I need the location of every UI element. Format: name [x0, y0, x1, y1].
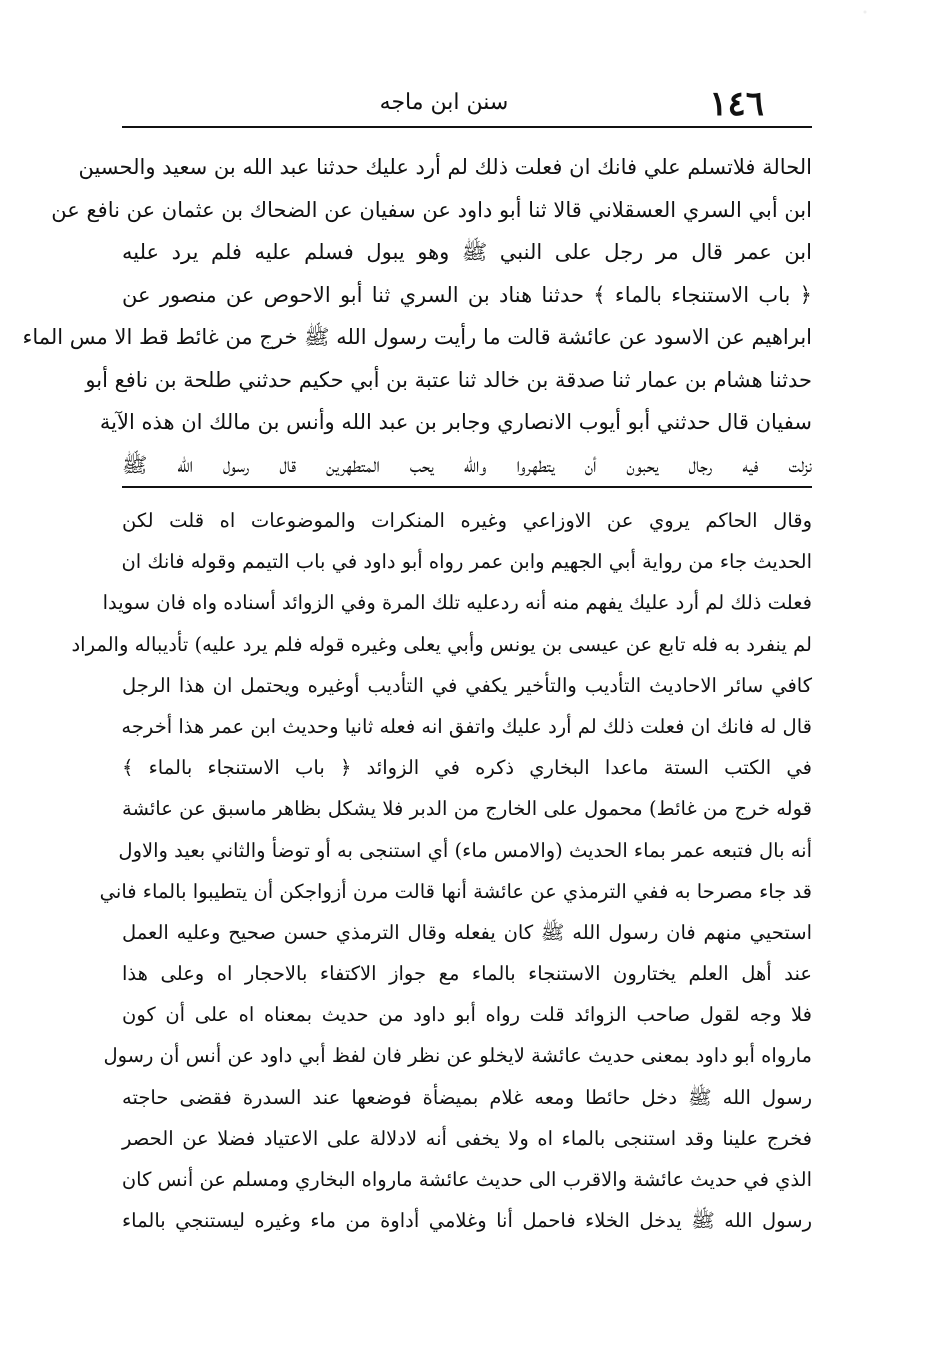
commentary-line: أنه بال فتبعه عمر بماء الحديث (والامس ماء) أي استنجى به أو توضأ والثاني بعيد والاول	[118, 838, 812, 862]
main-text	[22, 146, 812, 486]
commentary-line: الحديث جاء من رواية أبي الجهيم وابن عمر رواه أبو داود في باب التيمم وقوله فانك ان	[121, 550, 812, 574]
commentary-line: لم ينفرد به فله تابع عن عيسى بن يونس وأبي يعلى وغيره قوله فلم يرد عليه) تأديباله والمراد	[71, 632, 812, 656]
header-rule	[122, 126, 812, 128]
main-line: ابراهيم عن الاسود عن عائشة قالت ما رأيت رسول الله ﷺ خرج من غائط قط الا مس الماء	[22, 325, 812, 349]
commentary-line: رسول الله ﷺ دخل حائطا ومعه غلام بميضأة فوضعها عند السدرة فقضى حاجته	[122, 1085, 812, 1109]
main-line: حدثنا هشام بن عمار ثنا صدقة بن خالد ثنا عتبة بن أبي حكيم حدثني طلحة بن نافع أبو	[85, 367, 812, 392]
main-line: ابن أبي السري العسقلاني قالا ثنا أبو داود عن سفيان عن الضحاك بن عثمان عن نافع عن	[51, 197, 812, 222]
commentary-line: قال له فانك ان فعلت ذلك لم أرد عليك واتفق انه فعله ثانيا وحديث ابن عمر هذا أخرجه	[121, 714, 812, 738]
commentary-line: استحيي منهم فان رسول الله ﷺ كان يفعله وقال الترمذي حسن صحيح وعليه العمل	[122, 920, 812, 944]
main-line: ابن عمر قال مر رجل على النبي ﷺ وهو يبول فسلم عليه فلم يرد عليه	[122, 240, 812, 264]
commentary-line: عند أهل العلم يختارون الاستنجاء بالماء مع جواز الاكتفاء بالاحجار اه وعلى هذا	[122, 962, 812, 986]
main-line: سفيان قال حدثني أبو أيوب الانصاري وجابر بن عبد الله وأنس بن مالك ان هذه الآية	[99, 410, 812, 434]
commentary-line: رسول الله ﷺ يدخل الخلاء فاحمل أنا وغلامي أداوة من ماء وغيره ليستنجي بالماء	[122, 1209, 812, 1233]
commentary-line: فلا وجه لقول صاحب الزوائد قلت رواه أبو داود من حديث بمعناه اه على أن كون	[122, 1003, 812, 1027]
page-number: ١٤٦	[709, 84, 764, 124]
main-line: ﴿ باب الاستنجاء بالماء ﴾ حدثنا هناد بن السري ثنا أبو الاحوص عن منصور عن	[122, 282, 812, 307]
commentary-line: فعلت ذلك لم أرد عليك يفهم منه أنه ردعليه تلك المرة وفي الزوائد أسناده واه فان سويدا	[102, 591, 812, 615]
commentary-line: قد جاء مصرحا به ففي الترمذي عن عائشة أنها قالت مرن أزواجكن أن يتطيبوا بالماء فاني	[99, 879, 812, 903]
commentary-line: في الكتب الستة ماعدا البخاري ذكره في الزوائد ﴿ باب الاستنجاء بالماء ﴾	[122, 756, 812, 780]
main-line: الحالة فلاتسلم علي فانك ان فعلت ذلك لم أرد عليك حدثنا عبد الله بن سعيد والحسين	[78, 155, 812, 179]
commentary-line: مارواه أبو داود بمعنى حديث عائشة لايخلو عن نظر فان لفظ أبي داود عن أنس أن رسول	[103, 1044, 812, 1068]
page-header	[124, 84, 764, 124]
main-line: نزلت فيه رجال يحبون أن يتطهروا والله يحب المتطهرين قال رسول الله ﷺ	[122, 452, 812, 477]
commentary-line: قوله خرج من غائط) محمول على الخارج من الدبر فلا يشكل بظاهر ماسبق عن عائشة	[122, 797, 812, 821]
running-title: سنن ابن ماجه	[379, 90, 509, 115]
commentary-text	[71, 500, 812, 1241]
commentary-line: الذي في حديث عائشة والاقرب الى حديث عائشة مارواه البخاري ومسلم عن أنس كان	[121, 1168, 812, 1191]
commentary-line: فخرج علينا وقد استنجى بالماء اه ولا يخفى أنه لادلالة على الاعتياد فضلا عن الحصر	[122, 1126, 812, 1150]
commentary-line: كافي سائر الاحاديث التأديب والتأخير يكفي في التأديب أوغيره ويحتمل ان هذا الرجل	[122, 673, 812, 697]
scan-noise	[625, 0, 925, 40]
commentary-line: وقال الحاكم يروي عن الاوزاعي وغيره المنكرات والموضوعات اه قلت لكن	[122, 509, 812, 532]
commentary-divider	[122, 486, 812, 488]
